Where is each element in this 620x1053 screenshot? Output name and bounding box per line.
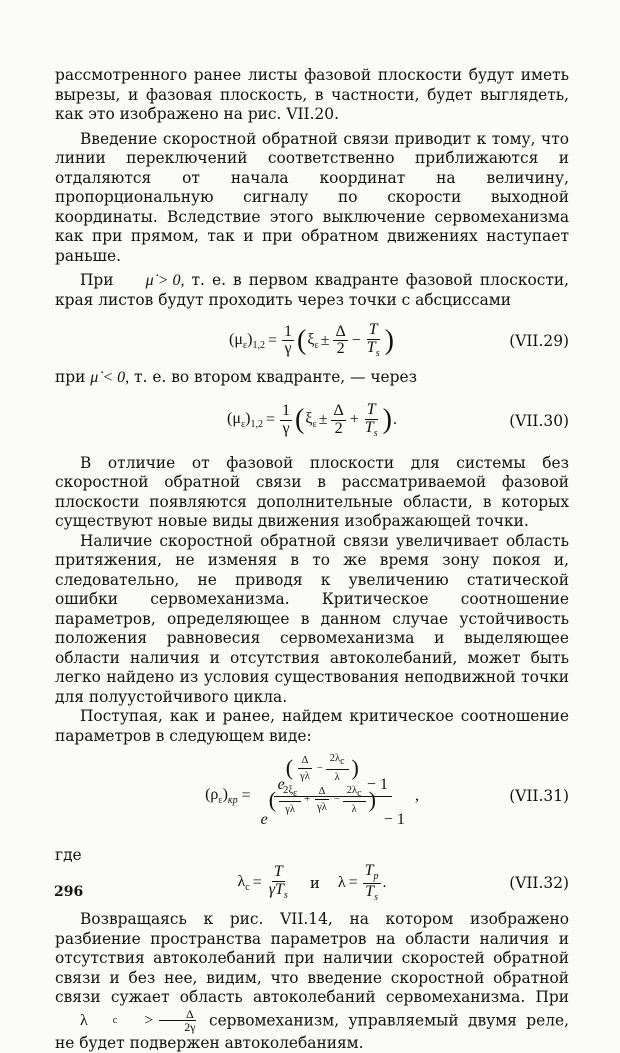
eq31-denominator-minus-one: − 1 [383,811,405,829]
eq32-equals-1: = [252,874,262,891]
eq32-frac-t-gts: $\frac{T}{\gamma T_s}$ [268,863,288,902]
eq32-tail: . [382,874,387,891]
eq31-numerator-exponent: ( $\frac{\Delta}{\gamma\lambda}$ − $\frac{2\lambda_c}{\lambda}$ ) [285,752,359,784]
eq30-left-paren: ( [295,404,305,436]
paragraph-8 [55,910,569,1053]
eq31-numerator-exp: e ( $\frac{\Delta}{\gamma\lambda}$ − $\frac{2\lambda_c}{\lambda}$ ) [277,752,359,793]
eq32-equals-2: = [348,874,358,891]
paragraph-5: В отличие от фазовой плоскости для системы без скоростной обратной связи в рассматриваемой фазовой плоскости появляются дополнительные области, в которых существуют новые виды движения изображающей точки. [55,453,569,530]
eq29-minus: − [351,331,361,349]
eq29-frac-t-ts: $\frac{T}{T_s}$ [366,321,380,360]
equation-vii-31-body [205,752,419,829]
eq30-equals: = [265,411,276,429]
eq32-frac-tp-ts: $\frac{T_p}{T_s}$ [364,861,379,903]
paragraph-4-text: т. е. во втором квадранте, — через [134,368,418,386]
equation-vii-29 [55,316,569,366]
eq30-frac-delta-2: $\frac{\Delta}{2}$ [333,402,344,437]
eq31-denominator-exponent: ( $\frac{2\xi_\varepsilon}{\gamma\lambda}$ + $\frac{\Delta}{\gamma\lambda}$ − $\frac{2\lambda_c}{\lambda}$ ) [268,784,376,816]
mu-dot-negative: μ̇ < 0, [90,369,130,386]
paragraph-1: рассмотренного ранее листы фазовой плоскости будут иметь вырезы, и фазовая плоскость, в частности, будет выглядеть, как это изображено на рис. VII.20. [55,66,569,123]
eq31-numerator-minus-one: − 1 [366,775,388,793]
eq29-xi: $\xi_\varepsilon$ [307,330,319,352]
eq29-lhs: $(\mu_\varepsilon)_{1,2}$ [229,330,265,352]
paragraph-6: Наличие скоростной обратной связи увеличивает область притяжения, не изменяя в то же время зону покоя и, следовательно, не приводя к увеличению статической ошибки сервомеханизма. Критическое соотношение параметров, определяющее в данном случае устойчивость положения равновесия сервомеханизма и выделяющее области наличия и отсутствия автоколебаний, может быть легко найдено из условия существования неподвижной точки для полуустойчивого цикла. [55,531,569,706]
eq30-plus: + [349,411,359,429]
mu-dot-positive: μ̇ > 0, [145,272,185,289]
eq29-frac-delta-2: $\frac{\Delta}{2}$ [335,322,346,358]
eq32-and: и [309,874,320,892]
equation-number-vii-30: (VII.30) [509,411,569,430]
equation-number-vii-31: (VII.31) [509,787,569,805]
eq29-left-paren: ( [297,324,307,356]
paragraph-2: Введение скоростной обратной связи приводит к тому, что линии переключений соответственно приближаются и отдаляются от начала координат на величину, пропорциональную сигналу по скорости выходной координаты. Вследствие этого выключение сервомеханизма как при прямом, так и при обратном движениях наступает раньше. [55,129,569,265]
eq29-right-paren: ) [384,324,394,356]
paragraph-4-lead: при [55,368,86,386]
eq29-frac-1-gamma: $\frac{1}{\gamma}$ [284,322,293,358]
equation-vii-31 [55,750,569,842]
equation-vii-32 [55,860,569,906]
paragraph-8-inequality: λ c > $\frac{\Delta}{2\gamma}$ [80,1006,196,1035]
paragraph-3-text: т. е. в первом квадранте фазовой плоскости, края листов будут проходить через точки с абсциссами [55,271,569,309]
eq31-tail: , [414,787,419,804]
eq30-frac-1-gamma: $\frac{1}{\gamma}$ [282,402,291,437]
equation-number-vii-29: (VII.29) [509,332,569,350]
page-number: 296 [54,884,84,900]
label-gde: где [55,846,82,864]
eq32-lambda-c: $\lambda_c$ [237,872,250,894]
eq31-denominator-exp: e ( $\frac{2\xi_\varepsilon}{\gamma\lambda}$ + $\frac{\Delta}{\gamma\lambda}$ − $\frac{2\lambda_c}{\lambda}$ ) [260,784,376,829]
paragraph-4 [55,368,569,388]
page-body [55,66,569,1053]
equation-vii-30-body [227,402,397,439]
eq29-pm: ± [320,331,330,349]
eq31-lhs: $(\rho_\varepsilon)_{кр}$ [205,785,238,807]
eq32-lambda: λ [337,874,346,891]
equation-number-vii-32: (VII.32) [509,874,569,892]
equation-vii-29-body [229,322,395,359]
eq29-equals: = [267,331,278,349]
eq30-right-paren: ) [382,404,392,436]
eq31-equals: = [241,787,251,804]
paragraph-3 [55,271,569,310]
eq30-lhs: $(\mu_\varepsilon)_{1,2}$ [227,410,263,431]
equation-vii-30 [55,396,569,446]
paragraph-8-text: Возвращаясь к рис. VII.14, на котором изображено разбиение пространства параметров на области наличия и отсутствия автоколебаний при наличии скоростей обратной связи и без нее, видим, что введение скоростной обратной связи сужает область автоколебаний сервомеханизма. При [55,910,569,1006]
paragraph-3-lead: При [80,271,114,289]
paragraph-8-tail: сервомеханизм, управляемый двумя реле, не будет подвержен автоколебаниям. [55,1010,569,1052]
eq31-denominator [257,784,409,830]
eq30-pm: ± [318,411,328,429]
eq30-xi: $\xi_\varepsilon$ [305,410,317,431]
eq31-main-fraction [257,752,409,829]
equation-vii-32-body [237,863,386,903]
paragraph-7: Поступая, как и ранее, найдем критическое соотношение параметров в следующем виде: [55,707,569,745]
eq30-frac-t-ts: $\frac{T}{T_s}$ [364,400,378,439]
eq30-tail: . [392,411,397,429]
